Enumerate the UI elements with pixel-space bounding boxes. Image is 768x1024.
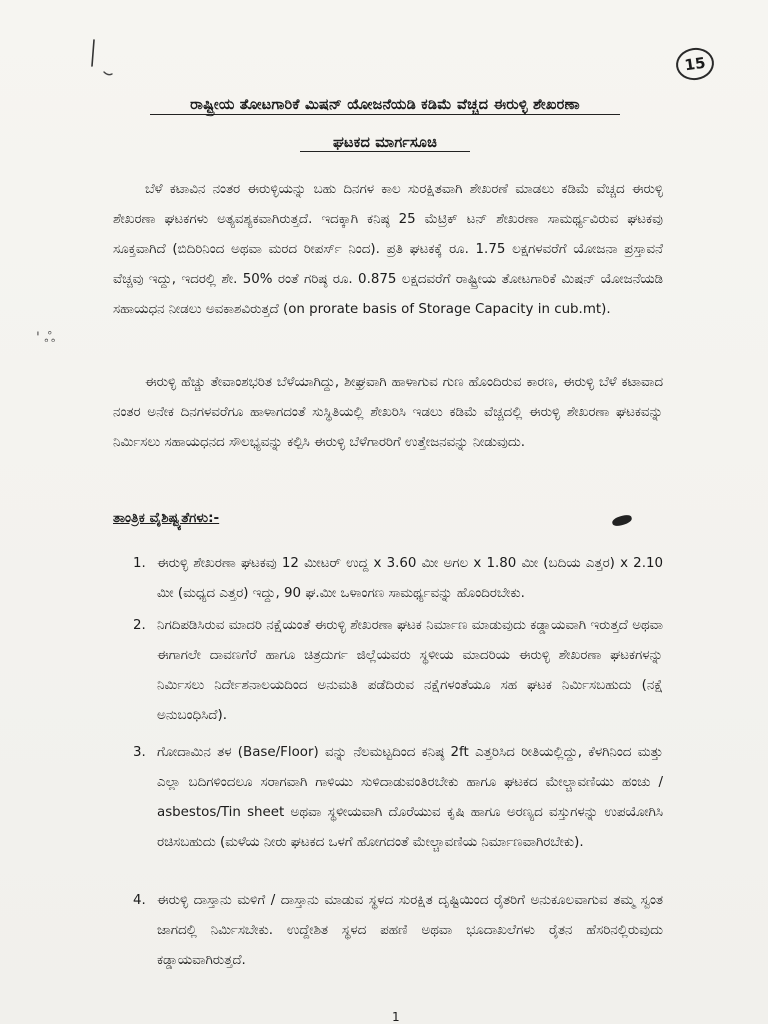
list-item [113,738,663,886]
document-subtitle: ಘಟಕದ ಮಾರ್ಗಸೂಚಿ [300,135,470,152]
list-item-text: ಈರುಳ್ಳಿ ಶೇಖರಣಾ ಘಟಕವು 12 ಮೀಟರ್ ಉದ್ದ x 3.60 ಮೀ ಅಗಲ x 1.80 ಮೀ (ಬದಿಯ ಎತ್ತರ) x 2.10 ಮೀ (ಮಧ್ಯದ ಎತ್ತರ) ಇದ್ದು, 90 ಘ.ಮೀ ಒಳಾಂಗಣ ಸಾಮರ್ಥ್ಯವನ್ನು ಹೊಂದಿರಬೇಕು. [157,556,663,601]
document-title: ರಾಷ್ಟ್ರೀಯ ತೋಟಗಾರಿಕೆ ಮಿಷನ್ ಯೋಜನೆಯಡಿ ಕಡಿಮೆ ವೆಚ್ಚದ ಈರುಳ್ಳಿ ಶೇಖರಣಾ [150,97,620,115]
list-item [113,886,663,976]
ink-blot [611,514,633,528]
paragraph-purpose: ಈರುಳ್ಳಿ ಹೆಚ್ಚು ತೇವಾಂಶಭರಿತ ಬೆಳೆಯಾಗಿದ್ದು, ಶೀಘ್ರವಾಗಿ ಹಾಳಾಗುವ ಗುಣ ಹೊಂದಿರುವ ಕಾರಣ, ಈರುಳ್ಳಿ ಬೆಳೆ ಕಟಾವಾದ ನಂತರ ಅನೇಕ ದಿನಗಳವರೆಗೂ ಹಾಳಾಗದಂತೆ ಸುಸ್ಥಿತಿಯಲ್ಲಿ ಶೇಖರಿಸಿ ಇಡಲು ಕಡಿಮೆ ವೆಚ್ಚದಲ್ಲಿ ಈರುಳ್ಳಿ ಶೇಖರಣಾ ಘಟಕವನ್ನು ನಿರ್ಮಿಸಲು ಸಹಾಯಧನದ ಸೌಲಭ್ಯವನ್ನು ಕಲ್ಪಿಸಿ ಈರುಳ್ಳಿ ಬೆಳೆಗಾರರಿಗೆ ಉತ್ತೇಜನವನ್ನು ನೀಡುವುದು. [113,375,663,450]
list-item [113,611,663,738]
list-item [113,549,663,611]
section-heading-technical-features: ತಾಂತ್ರಿಕ ವೈಶಿಷ್ಟ್ಯತೆಗಳು:- [113,510,220,526]
margin-mark: ' ஃ [36,330,56,346]
footer-page-number: 1 [392,1010,400,1024]
paragraph-intro: ಬೆಳೆ ಕಟಾವಿನ ನಂತರ ಈರುಳ್ಳಿಯನ್ನು ಬಹು ದಿನಗಳ ಕಾಲ ಸುರಕ್ಷಿತವಾಗಿ ಶೇಖರಣೆ ಮಾಡಲು ಕಡಿಮೆ ವೆಚ್ಚದ ಈರುಳ್ಳಿ ಶೇಖರಣಾ ಘಟಕಗಳು ಅತ್ಯವಶ್ಯಕವಾಗಿರುತ್ತದೆ. ಇದಕ್ಕಾಗಿ ಕನಿಷ್ಠ 25 ಮೆಟ್ರಿಕ್ ಟನ್ ಶೇಖರಣಾ ಸಾಮರ್ಥ್ಯವಿರುವ ಘಟಕವು ಸೂಕ್ತವಾಗಿದೆ (ಬಿದಿರಿನಿಂದ ಅಥವಾ ಮರದ ರೀಪರ್ಸ್ ನಿಂದ). ಪ್ರತಿ ಘಟಕಕ್ಕೆ ರೂ. 1.75 ಲಕ್ಷಗಳವರೆಗೆ ಯೋಜನಾ ಪ್ರಸ್ತಾವನೆ ವೆಚ್ಚವು ಇದ್ದು, ಇದರಲ್ಲಿ ಶೇ. 50% ರಂತೆ ಗರಿಷ್ಠ ರೂ. 0.875 ಲಕ್ಷದವರೆಗೆ ರಾಷ್ಟ್ರೀಯ ತೋಟಗಾರಿಕೆ ಮಿಷನ್ ಯೋಜನೆಯಡಿ ಸಹಾಯಧನ ನೀಡಲು ಅವಕಾಶವಿರುತ್ತದೆ (on prorate basis of Storage Capacity in cub.mt). [113,182,663,317]
list-item-text: ಈರುಳ್ಳಿ ದಾಸ್ತಾನು ಮಳಿಗೆ / ದಾಸ್ತಾನು ಮಾಡುವ ಸ್ಥಳದ ಸುರಕ್ಷಿತ ದೃಷ್ಟಿಯಿಂದ ರೈತರಿಗೆ ಅನುಕೂಲವಾಗುವ ತಮ್ಮ ಸ್ವಂತ ಜಾಗದಲ್ಲಿ ನಿರ್ಮಿಸಬೇಕು. ಉದ್ದೇಶಿತ ಸ್ಥಳದ ಪಹಣಿ ಅಥವಾ ಭೂದಾಖಲೆಗಳು ರೈತನ ಹೆಸರಿನಲ್ಲಿರುವುದು ಕಡ್ಡಾಯವಾಗಿರುತ್ತದೆ. [157,893,663,968]
list-item-number: 4. [133,893,146,908]
circled-page-number: 15 [674,46,716,83]
list-item-number: 1. [133,556,146,571]
list-item-text: ಗೋದಾಮಿನ ತಳ (Base/Floor) ವನ್ನು ನೆಲಮಟ್ಟದಿಂದ ಕನಿಷ್ಠ 2ft ಎತ್ತರಿಸಿದ ರೀತಿಯಲ್ಲಿದ್ದು, ಕೆಳಗಿನಿಂದ ಮತ್ತು ಎಲ್ಲಾ ಬದಿಗಳಿಂದಲೂ ಸರಾಗವಾಗಿ ಗಾಳಿಯು ಸುಳಿದಾಡುವಂತಿರಬೇಕು ಹಾಗೂ ಘಟಕದ ಮೇಲ್ಚಾವಣಿಯು ಹಂಚು / asbestos/Tin sheet ಅಥವಾ ಸ್ಥಳೀಯವಾಗಿ ದೊರೆಯುವ ಕೃಷಿ ಹಾಗೂ ಅರಣ್ಯದ ವಸ್ತುಗಳನ್ನು ಉಪಯೋಗಿಸಿ ರಚಿಸಬಹುದು (ಮಳೆಯ ನೀರು ಘಟಕದ ಒಳಗೆ ಹೋಗದಂತೆ ಮೇಲ್ಚಾವಣಿಯ ನಿರ್ಮಾಣವಾಗಿರಬೇಕು). [157,745,663,850]
list-item-number: 3. [133,745,146,760]
list-item-number: 2. [133,618,146,633]
handwritten-pen-mark [88,36,118,82]
list-item-text: ನಿಗದಿಪಡಿಸಿರುವ ಮಾದರಿ ನಕ್ಷೆಯಂತೆ ಈರುಳ್ಳಿ ಶೇಖರಣಾ ಘಟಕ ನಿರ್ಮಾಣ ಮಾಡುವುದು ಕಡ್ಡಾಯವಾಗಿ ಇರುತ್ತದೆ ಅಥವಾ ಈಗಾಗಲೇ ದಾವಣಗೆರೆ ಹಾಗೂ ಚಿತ್ರದುರ್ಗ ಜಿಲ್ಲೆಯವರು ಸ್ಥಳೀಯ ಮಾದರಿಯ ಈರುಳ್ಳಿ ಶೇಖರಣಾ ಘಟಕಗಳನ್ನು ನಿರ್ಮಿಸಲು ನಿರ್ದೇಶನಾಲಯದಿಂದ ಅನುಮತಿ ಪಡೆದಿರುವ ನಕ್ಷೆಗಳಂತೆಯೂ ಸಹ ಘಟಕ ನಿರ್ಮಿಸಬಹುದು (ನಕ್ಷೆ ಅನುಬಂಧಿಸಿದೆ). [157,618,663,723]
technical-features-list [113,549,663,976]
